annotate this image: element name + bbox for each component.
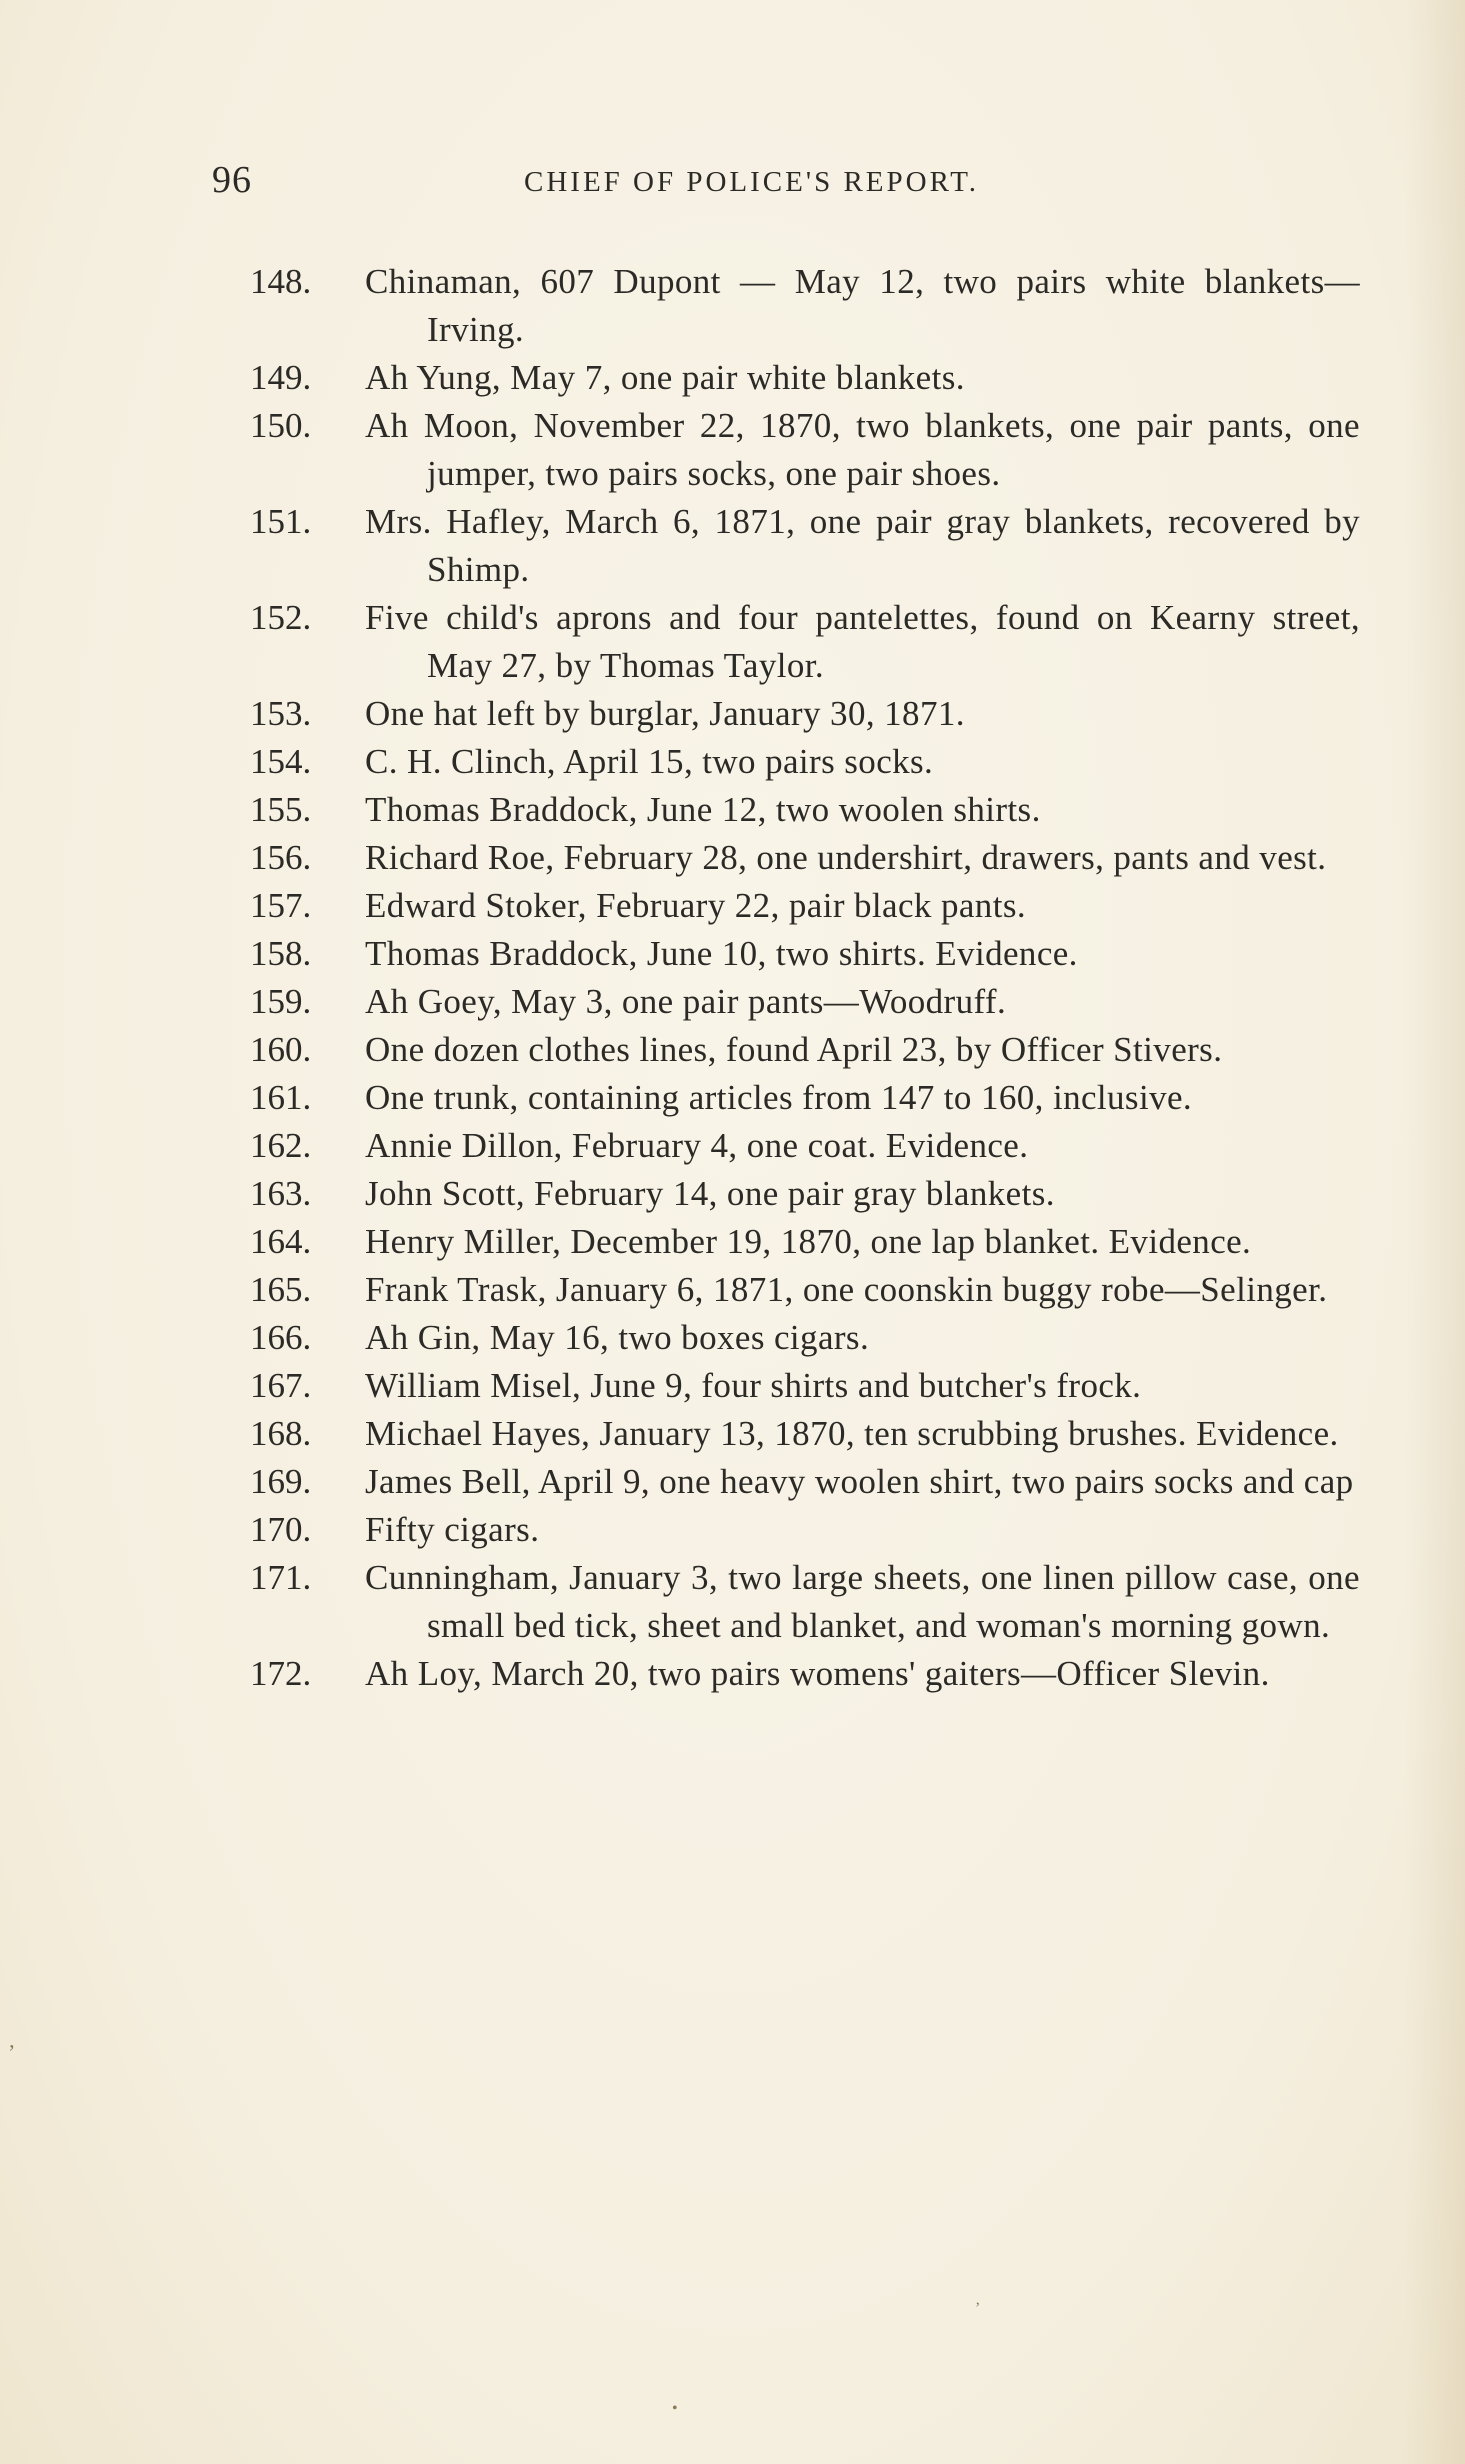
entry-text: Fifty cigars. <box>365 1510 540 1549</box>
entry-text: One hat left by burglar, January 30, 1871. <box>365 694 965 733</box>
entry-number: 164. <box>250 1222 312 1261</box>
list-item <box>250 1314 1360 1362</box>
entry-text: Ah Yung, May 7, one pair white blankets. <box>365 358 965 397</box>
list-item <box>250 1074 1360 1122</box>
entry-number: 155. <box>250 790 312 829</box>
list-item <box>250 498 1360 594</box>
entry-text: Annie Dillon, February 4, one coat. Evidence. <box>365 1126 1029 1165</box>
entry-number: 166. <box>250 1318 312 1357</box>
entry-number: 167. <box>250 1366 312 1405</box>
page-edge-shadow <box>1405 0 1465 2464</box>
list-item <box>250 258 1360 354</box>
entry-number: 152. <box>250 598 312 637</box>
list-item <box>250 1362 1360 1410</box>
list-item <box>250 402 1360 498</box>
entry-number: 151. <box>250 502 312 541</box>
list-item <box>250 786 1360 834</box>
entry-number: 158. <box>250 934 312 973</box>
entry-number: 156. <box>250 838 312 877</box>
entry-number: 154. <box>250 742 312 781</box>
entry-number: 153. <box>250 694 312 733</box>
list-item <box>250 354 1360 402</box>
entry-text: Cunningham, January 3, two large sheets, one linen pillow case, one small bed tick, sheet and blanket, and woman's morning gown. <box>365 1558 1360 1645</box>
paper-speck: • <box>672 2400 678 2417</box>
entry-text: Ah Goey, May 3, one pair pants—Woodruff. <box>365 982 1007 1021</box>
entry-text: Henry Miller, December 19, 1870, one lap blanket. Evidence. <box>365 1222 1252 1261</box>
entry-text: One dozen clothes lines, found April 23, by Officer Stivers. <box>365 1030 1223 1069</box>
list-item <box>250 1410 1360 1458</box>
list-item <box>250 930 1360 978</box>
entry-number: 162. <box>250 1126 312 1165</box>
entry-text: Richard Roe, February 28, one undershirt, drawers, pants and vest. <box>365 838 1327 877</box>
list-item <box>250 1170 1360 1218</box>
entry-text: One trunk, containing articles from 147 to 160, inclusive. <box>365 1078 1193 1117</box>
property-entries-list <box>250 258 1360 1698</box>
entry-text: Ah Loy, March 20, two pairs womens' gaiters—Officer Slevin. <box>365 1654 1270 1693</box>
entry-text: C. H. Clinch, April 15, two pairs socks. <box>365 742 934 781</box>
list-item <box>250 690 1360 738</box>
list-item <box>250 1458 1360 1506</box>
entry-text: James Bell, April 9, one heavy woolen shirt, two pairs socks and cap <box>365 1462 1354 1501</box>
entry-number: 172. <box>250 1654 312 1693</box>
entry-number: 171. <box>250 1558 312 1597</box>
entry-text: Mrs. Hafley, March 6, 1871, one pair gray blankets, recovered by Shimp. <box>365 502 1360 589</box>
running-title: CHIEF OF POLICE'S REPORT. <box>524 166 980 198</box>
entry-number: 163. <box>250 1174 312 1213</box>
entry-text: Ah Gin, May 16, two boxes cigars. <box>365 1318 870 1357</box>
list-item <box>250 1026 1360 1074</box>
entry-text: Thomas Braddock, June 10, two shirts. Evidence. <box>365 934 1078 973</box>
list-item <box>250 1650 1360 1698</box>
entry-number: 159. <box>250 982 312 1021</box>
entry-text: William Misel, June 9, four shirts and butcher's frock. <box>365 1366 1142 1405</box>
list-item <box>250 882 1360 930</box>
entry-number: 165. <box>250 1270 312 1309</box>
entry-text: Edward Stoker, February 22, pair black pants. <box>365 886 1027 925</box>
list-item <box>250 1218 1360 1266</box>
entry-text: Chinaman, 607 Dupont — May 12, two pairs white blankets—Irving. <box>365 262 1360 349</box>
list-item <box>250 1506 1360 1554</box>
entry-number: 150. <box>250 406 312 445</box>
list-item <box>250 594 1360 690</box>
entry-number: 168. <box>250 1414 312 1453</box>
entry-number: 169. <box>250 1462 312 1501</box>
paper-speck: ʼ <box>975 2300 981 2317</box>
entry-number: 161. <box>250 1078 312 1117</box>
page-number: 96 <box>212 159 252 201</box>
page-header <box>212 158 1362 208</box>
entry-text: Five child's aprons and four pantelettes, found on Kearny street, May 27, by Thomas Taylor. <box>365 598 1360 685</box>
entry-text: Ah Moon, November 22, 1870, two blankets, one pair pants, one jumper, two pairs socks, one pair shoes. <box>365 406 1360 493</box>
entry-number: 157. <box>250 886 312 925</box>
list-item <box>250 738 1360 786</box>
list-item <box>250 834 1360 882</box>
list-item <box>250 978 1360 1026</box>
entry-number: 170. <box>250 1510 312 1549</box>
entry-text: Michael Hayes, January 13, 1870, ten scrubbing brushes. Evidence. <box>365 1414 1339 1453</box>
list-item <box>250 1266 1360 1314</box>
entry-number: 148. <box>250 262 312 301</box>
paper-speck: ʼ <box>8 2040 16 2065</box>
entry-text: Frank Trask, January 6, 1871, one coonskin buggy robe—Selinger. <box>365 1270 1328 1309</box>
list-item <box>250 1122 1360 1170</box>
entry-text: John Scott, February 14, one pair gray blankets. <box>365 1174 1055 1213</box>
entry-number: 149. <box>250 358 312 397</box>
list-item <box>250 1554 1360 1650</box>
entry-text: Thomas Braddock, June 12, two woolen shirts. <box>365 790 1041 829</box>
entry-number: 160. <box>250 1030 312 1069</box>
